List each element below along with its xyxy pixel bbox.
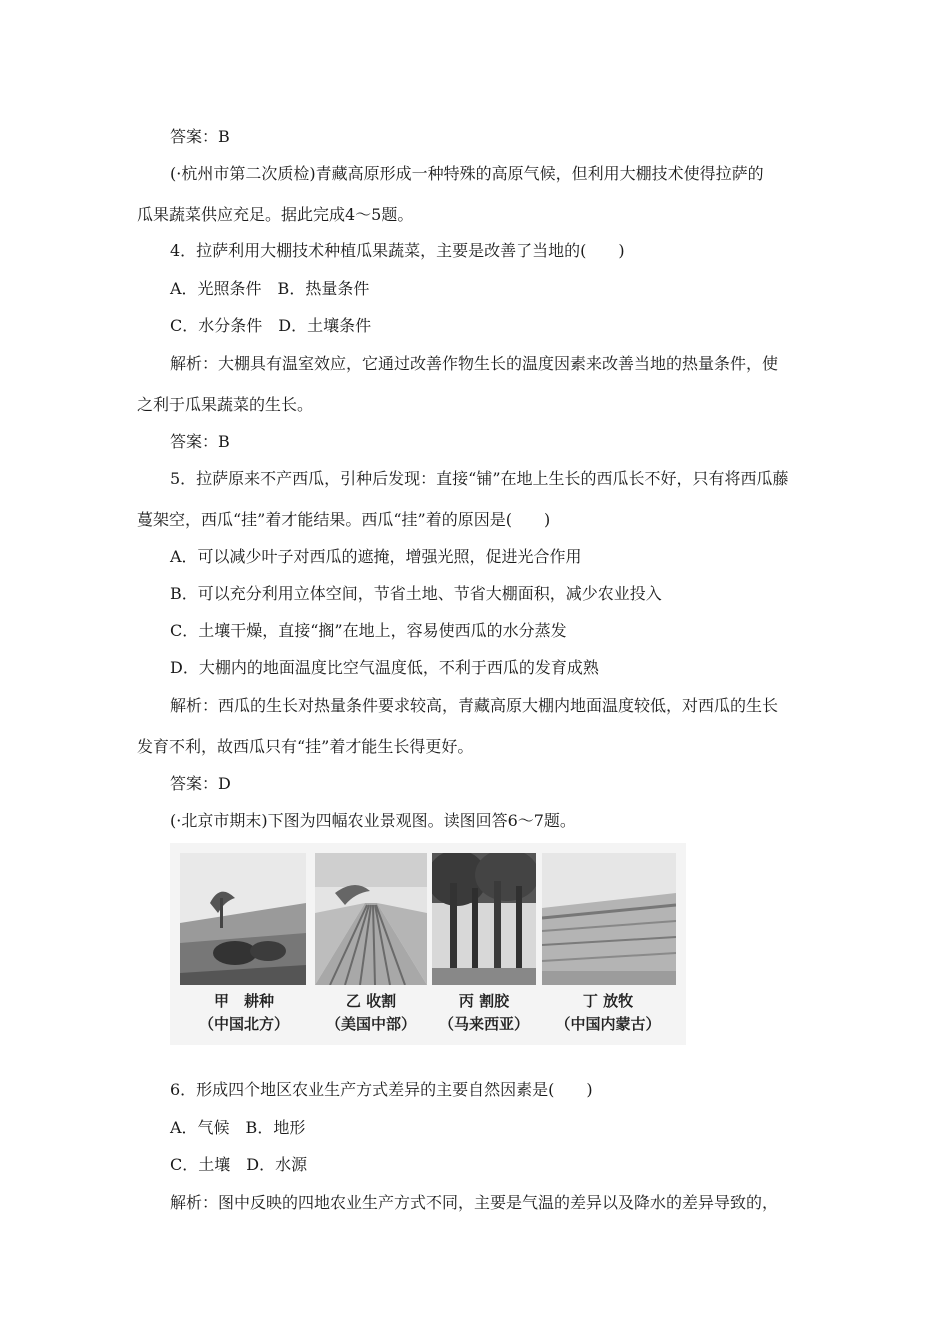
panel-farming-image — [180, 853, 306, 985]
question-5-option-c: C．土壤干燥，直接“搁”在地上，容易使西瓜的水分蒸发 — [170, 621, 567, 640]
answer-5: 答案：D — [170, 774, 231, 793]
panel-tapping-label: 丙 割胶 — [458, 992, 510, 1010]
question-6-options-cd: C．土壤 D．水源 — [170, 1155, 308, 1174]
question-5-cont: 蔓架空，西瓜“挂”着才能结果。西瓜“挂”着的原因是( ) — [137, 510, 551, 529]
explanation-5: 解析：西瓜的生长对热量条件要求较高，青藏高原大棚内地面温度较低，对西瓜的生长 — [170, 696, 779, 715]
panel-harvest-region: （美国中部） — [325, 1015, 416, 1033]
explanation-4-cont: 之利于瓜果蔬菜的生长。 — [137, 395, 314, 414]
question-5-option-d: D．大棚内的地面温度比空气温度低，不利于西瓜的发育成熟 — [170, 658, 599, 677]
question-4-options-cd: C．水分条件 D．土壤条件 — [170, 316, 372, 335]
explanation-5-cont: 发育不利，故西瓜只有“挂”着才能生长得更好。 — [137, 737, 474, 756]
panel-grazing-region: （中国内蒙古） — [555, 1015, 661, 1033]
panel-farming-region: （中国北方） — [198, 1015, 289, 1033]
panel-harvest-image — [315, 853, 427, 985]
panel-tapping-region: （马来西亚） — [438, 1015, 529, 1033]
question-4: 4．拉萨利用大棚技术种植瓜果蔬菜，主要是改善了当地的( ) — [170, 241, 625, 260]
question-4-options-ab: A．光照条件 B．热量条件 — [170, 279, 370, 298]
passage-intro-4-5-cont: 瓜果蔬菜供应充足。据此完成4～5题。 — [137, 205, 414, 224]
passage-intro-4-5: (·杭州市第二次质检)青藏高原形成一种特殊的高原气候，但利用大棚技术使得拉萨的 — [170, 164, 764, 183]
panel-grazing-label: 丁 放牧 — [582, 992, 634, 1010]
answer-4: 答案：B — [170, 432, 230, 451]
panel-grazing-image — [542, 853, 676, 985]
panel-harvest-label: 乙 收割 — [345, 992, 397, 1010]
question-6-options-ab: A．气候 B．地形 — [170, 1118, 306, 1137]
answer-3: 答案：B — [170, 127, 230, 146]
passage-intro-6-7: (·北京市期末)下图为四幅农业景观图。读图回答6～7题。 — [170, 811, 576, 830]
panel-farming-label: 甲 耕种 — [213, 992, 274, 1010]
question-5: 5．拉萨原来不产西瓜，引种后发现：直接“铺”在地上生长的西瓜长不好，只有将西瓜藤 — [170, 469, 789, 488]
question-6: 6．形成四个地区农业生产方式差异的主要自然因素是( ) — [170, 1080, 593, 1099]
explanation-6: 解析：图中反映的四地农业生产方式不同，主要是气温的差异以及降水的差异导致的， — [170, 1193, 779, 1212]
agriculture-landscape-figure — [170, 843, 686, 1045]
panel-tapping-image — [432, 853, 536, 985]
question-5-option-b: B．可以充分利用立体空间，节省土地、节省大棚面积，减少农业投入 — [170, 584, 662, 603]
question-5-option-a: A．可以减少叶子对西瓜的遮掩，增强光照，促进光合作用 — [170, 547, 582, 566]
explanation-4: 解析：大棚具有温室效应，它通过改善作物生长的温度因素来改善当地的热量条件，使 — [170, 354, 779, 373]
